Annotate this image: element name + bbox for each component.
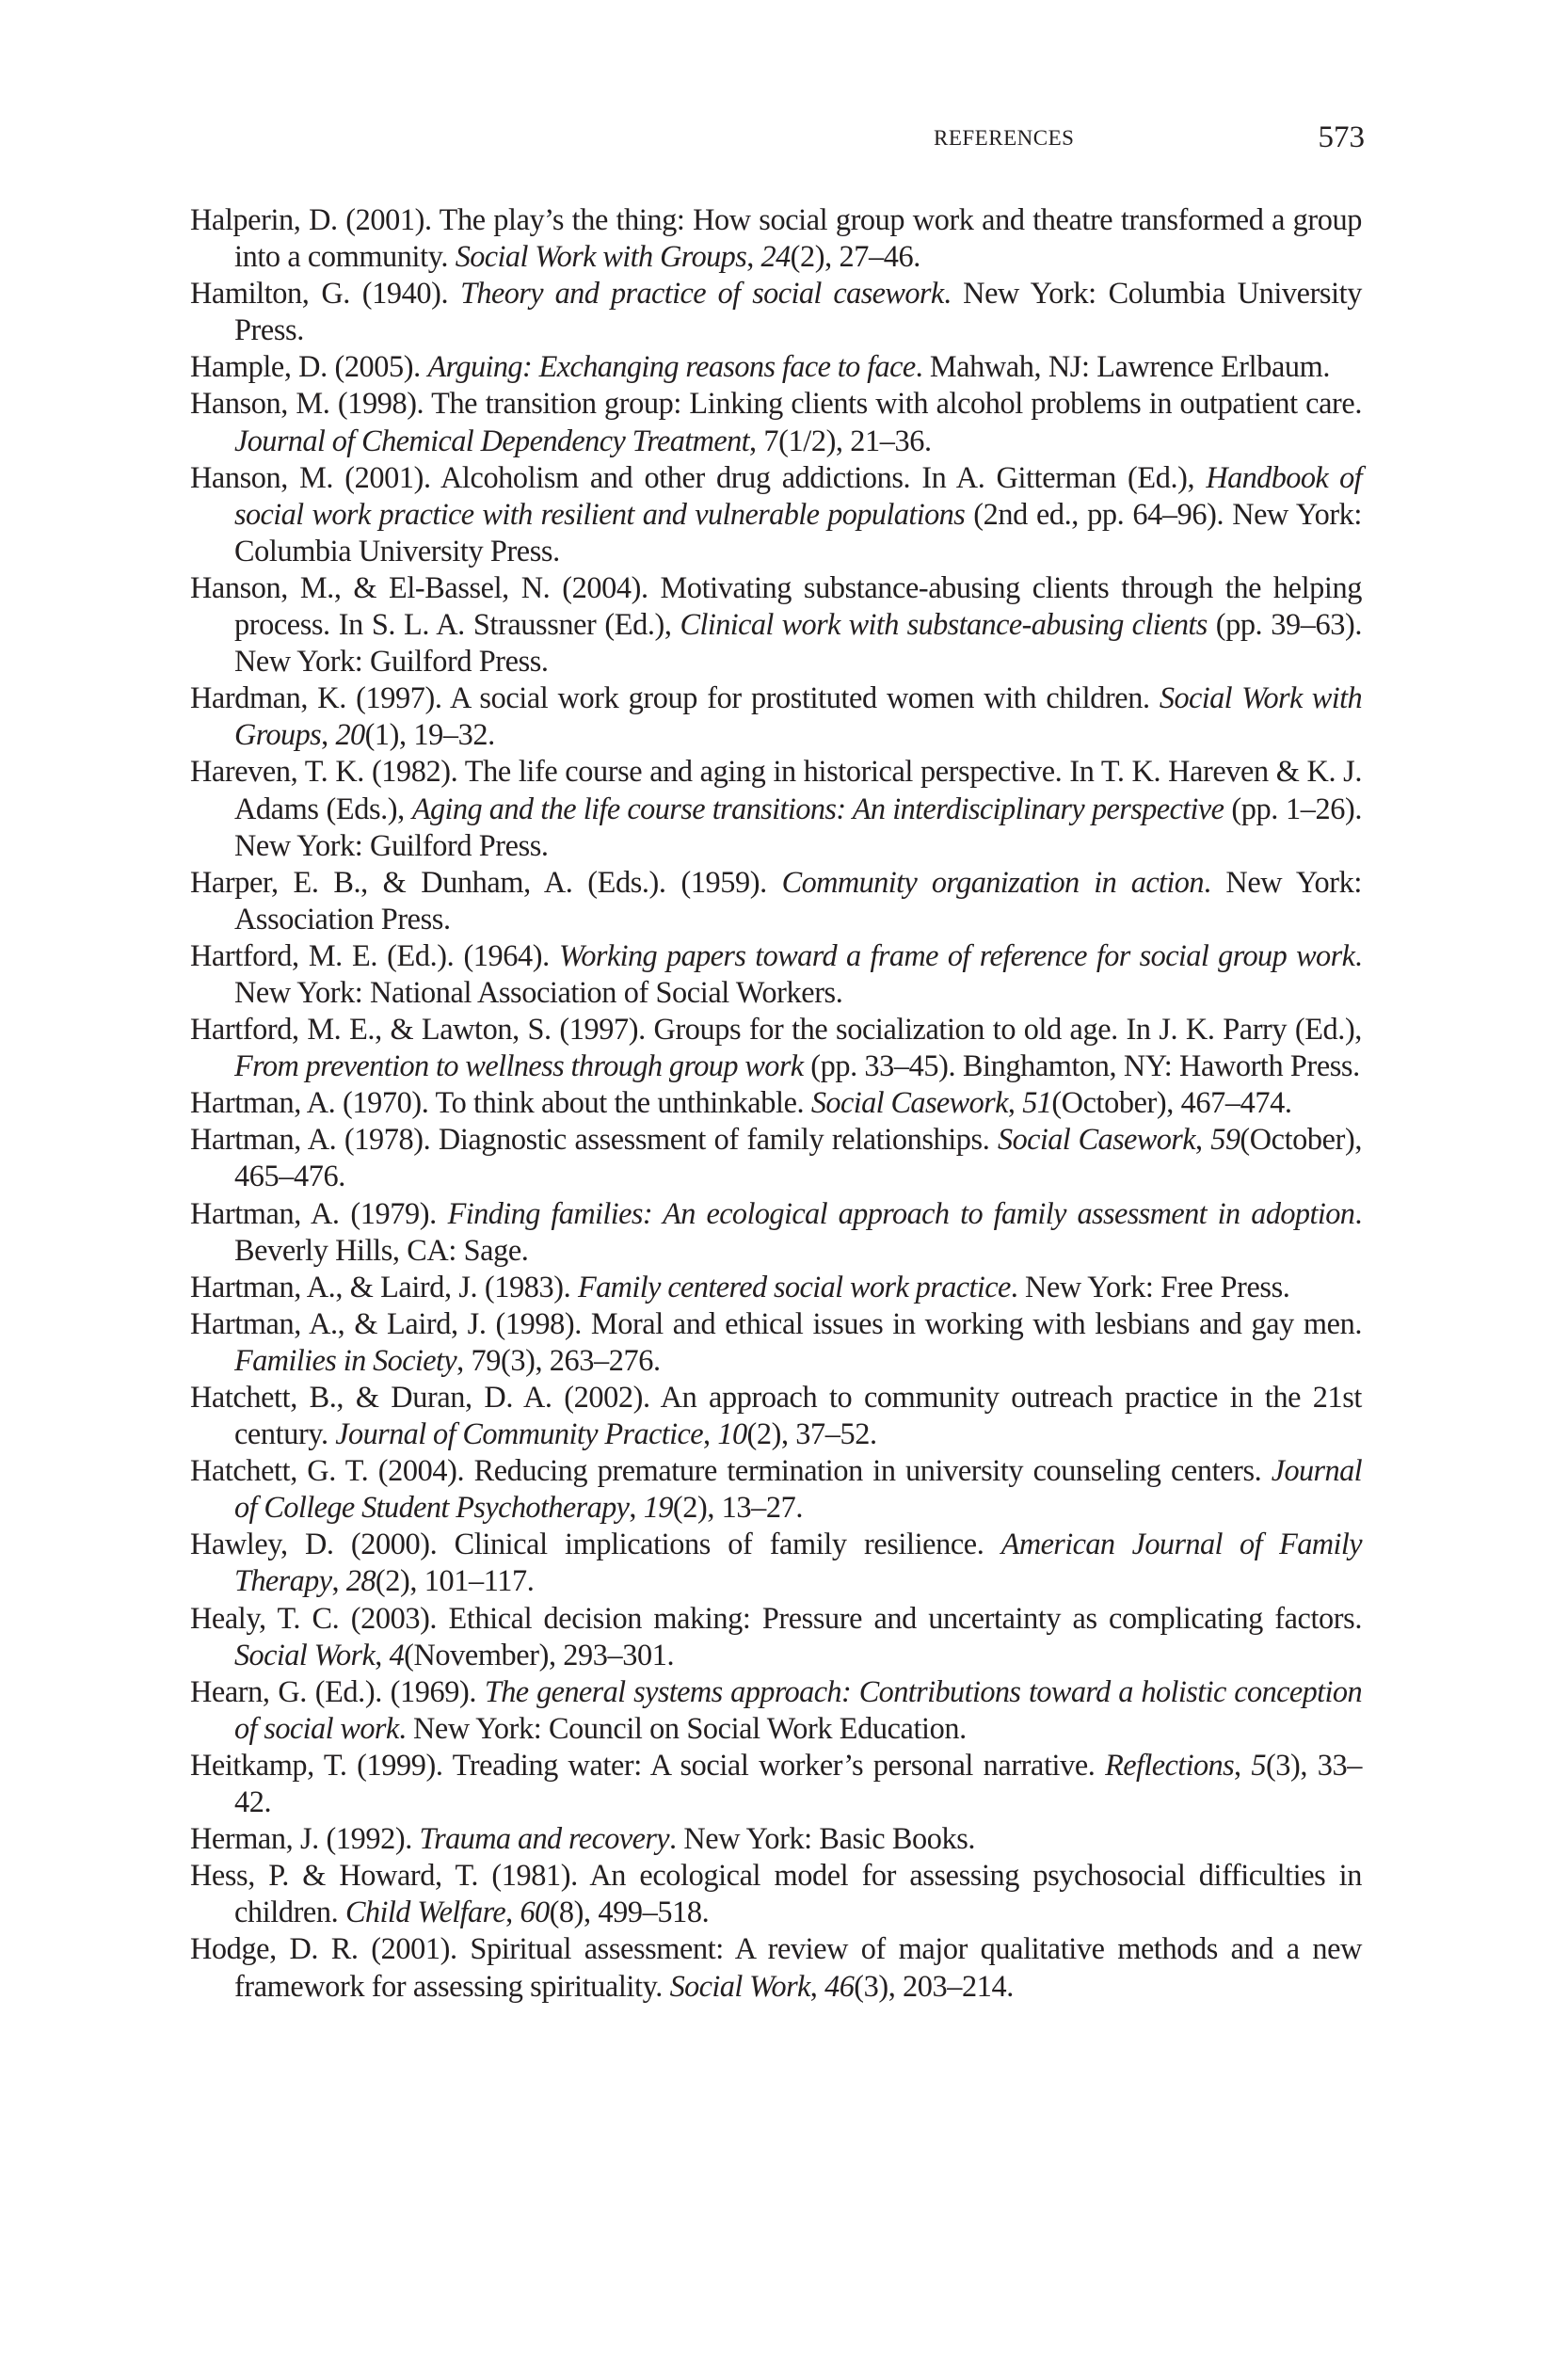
reference-text: Hatchett, G. T. (2004). Reducing premature termination in university counseling centers. — [190, 1453, 1272, 1488]
reference-text: , — [505, 1895, 520, 1929]
reference-entry — [190, 864, 1362, 937]
reference-entry — [190, 459, 1362, 569]
reference-text: , — [1194, 1122, 1211, 1157]
reference-text: (2), 37–52. — [746, 1416, 877, 1451]
reference-text: , — [1234, 1747, 1252, 1782]
reference-text: Hardman, K. (1997). A social work group for prostituted women with children. — [190, 680, 1160, 715]
reference-entry — [190, 569, 1362, 680]
reference-volume: 10 — [717, 1416, 747, 1451]
reference-entry — [190, 275, 1362, 348]
reference-text: (2), 27–46. — [790, 239, 920, 274]
reference-text: , — [703, 1416, 718, 1451]
reference-volume: 20 — [335, 717, 365, 752]
reference-title: Aging and the life course transitions: An interdisciplinary perspective — [411, 791, 1224, 825]
reference-entry — [190, 1195, 1362, 1269]
reference-entry — [190, 937, 1362, 1011]
reference-text: , — [629, 1490, 644, 1525]
reference-text: . New York: Free Press. — [1010, 1269, 1290, 1304]
reference-title: Families in Society — [234, 1342, 457, 1377]
reference-title: Social Casework — [810, 1085, 1008, 1120]
reference-text: . New York: Columbia University Press. — [234, 276, 1362, 347]
reference-title: Handbook of social work practice with resilient and vulnerable populations — [234, 459, 1362, 531]
reference-volume: 60 — [520, 1895, 550, 1929]
reference-text: , — [375, 1637, 390, 1672]
reference-entry — [190, 1084, 1362, 1121]
reference-entry — [190, 1600, 1362, 1673]
reference-title: Child Welfare — [344, 1895, 506, 1929]
reference-entry — [190, 680, 1362, 753]
reference-title: Community organization in action — [781, 864, 1204, 899]
reference-title: The general systems approach: Contributions toward a holistic conception of social work — [234, 1673, 1362, 1745]
reference-entry — [190, 201, 1362, 275]
reference-text: Hatchett, B., & Duran, D. A. (2002). An approach to community outreach practice in the 21st century. — [190, 1380, 1362, 1451]
reference-text: (October), 465–476. — [234, 1122, 1362, 1193]
reference-title: From prevention to wellness through group work — [234, 1048, 804, 1083]
reference-title: Social Work with Groups — [455, 239, 747, 274]
reference-entry — [190, 1930, 1362, 2004]
reference-text: , — [809, 1968, 825, 2003]
reference-title: Theory and practice of social casework — [460, 276, 944, 311]
reference-title: Social Work — [669, 1968, 810, 2003]
reference-text: (pp. 1–26). New York: Guilford Press. — [234, 791, 1362, 862]
reference-text: Harper, E. B., & Dunham, A. (Eds.). (1959). — [190, 864, 782, 899]
reference-text: , — [331, 1563, 346, 1598]
reference-entry — [190, 1526, 1362, 1599]
reference-entry — [190, 1747, 1362, 1820]
reference-text: Hanson, M. (2001). Alcoholism and other drug addictions. In A. Gitterman (Ed.), — [190, 459, 1207, 494]
reference-text: Hartman, A. (1970). To think about the unthinkable. — [190, 1085, 811, 1120]
reference-text: Hodge, D. R. (2001). Spiritual assessment: A review of major qualitative methods and a new framework for assessing spirituality. — [190, 1931, 1362, 2003]
reference-text: (1), 19–32. — [364, 717, 495, 752]
reference-text: , 7(1/2), 21–36. — [749, 423, 932, 457]
reference-entry — [190, 1011, 1362, 1084]
reference-text: . New York: Council on Social Work Education. — [398, 1710, 967, 1745]
reference-text: Hartford, M. E., & Lawton, S. (1997). Groups for the socialization to old age. In J. K. Parry (Ed.), — [190, 1012, 1362, 1047]
reference-text: , — [746, 239, 761, 274]
page-number: 573 — [1318, 120, 1365, 154]
reference-text: . New York: Association Press. — [234, 864, 1362, 936]
reference-text: Hanson, M. (1998). The transition group: Linking clients with alcohol problems in outpatient care. — [190, 386, 1362, 421]
reference-entry — [190, 348, 1362, 385]
reference-title: Social Casework — [998, 1122, 1195, 1157]
reference-title: Reflections — [1105, 1747, 1235, 1782]
running-head: REFERENCES — [934, 126, 1075, 150]
reference-text: Hess, P. & Howard, T. (1981). An ecological model for assessing psychosocial difficulties in children. — [190, 1858, 1362, 1929]
reference-text: Hartman, A. (1979). — [190, 1195, 448, 1230]
reference-text: (2), 101–117. — [375, 1563, 535, 1598]
reference-volume: 51 — [1022, 1085, 1052, 1120]
reference-entry — [190, 1379, 1362, 1452]
reference-text: (3), 203–214. — [854, 1968, 1014, 2003]
reference-text: Heitkamp, T. (1999). Treading water: A social worker’s personal narrative. — [190, 1747, 1106, 1782]
reference-title: Family centered social work practice — [577, 1269, 1011, 1304]
reference-text: Hartman, A. (1978). Diagnostic assessment of family relationships. — [190, 1122, 999, 1157]
reference-text: Hartman, A., & Laird, J. (1983). — [190, 1269, 578, 1304]
reference-volume: 5 — [1251, 1747, 1266, 1782]
reference-text: Hearn, G. (Ed.). (1969). — [190, 1673, 485, 1708]
reference-title: Working papers toward a frame of reference for social group work — [559, 937, 1355, 972]
reference-text: Hample, D. (2005). — [190, 349, 428, 384]
reference-text: Healy, T. C. (2003). Ethical decision making: Pressure and uncertainty as complicating factors. — [190, 1600, 1362, 1635]
reference-title: Social Work with Groups — [234, 680, 1362, 752]
reference-title: American Journal of Family Therapy — [234, 1527, 1362, 1598]
reference-volume: 24 — [760, 239, 791, 274]
reference-text: (2), 13–27. — [672, 1490, 804, 1525]
reference-text: Hawley, D. (2000). Clinical implications of family resilience. — [190, 1527, 1001, 1561]
reference-title: Finding families: An ecological approach to family assessment in adoption — [447, 1195, 1355, 1230]
reference-text: (November), 293–301. — [404, 1637, 675, 1672]
reference-title: Clinical work with substance-abusing clients — [680, 607, 1208, 642]
reference-text: Hanson, M., & El-Bassel, N. (2004). Motivating substance-abusing clients through the helping process. In S. L. A. Straussner (Ed.), — [190, 569, 1362, 642]
reference-text: (8), 499–518. — [549, 1895, 710, 1929]
reference-title: Social Work — [234, 1637, 376, 1672]
reference-entry — [190, 753, 1362, 863]
reference-text: . New York: Basic Books. — [669, 1821, 976, 1856]
reference-text: . New York: National Association of Social Workers. — [234, 937, 1362, 1009]
reference-volume: 59 — [1210, 1122, 1240, 1157]
reference-text: , — [1007, 1085, 1023, 1120]
reference-text: (pp. 39–63). New York: Guilford Press. — [234, 607, 1362, 679]
reference-text: , 79(3), 263–276. — [456, 1342, 661, 1377]
reference-entry — [190, 1820, 1362, 1857]
reference-text: Halperin, D. (2001). The play’s the thing: How social group work and theatre transformed a group into a community. — [190, 202, 1362, 274]
page-header — [188, 120, 1365, 168]
reference-title: Journal of Community Practice — [335, 1416, 704, 1451]
reference-volume: 4 — [389, 1637, 405, 1672]
reference-text: Hareven, T. K. (1982). The life course and aging in historical perspective. In T. K. Hareven & K. J. Adams (Eds.), — [190, 754, 1362, 825]
reference-text: Hartford, M. E. (Ed.). (1964). — [190, 937, 559, 972]
reference-title: Journal of Chemical Dependency Treatment — [234, 423, 750, 457]
reference-entry — [190, 1673, 1362, 1747]
reference-title: Arguing: Exchanging reasons face to face — [427, 349, 916, 384]
reference-text: . Mahwah, NJ: Lawrence Erlbaum. — [915, 349, 1331, 384]
reference-text: Herman, J. (1992). — [190, 1821, 420, 1856]
reference-entry — [190, 1452, 1362, 1526]
reference-list — [190, 201, 1362, 2005]
reference-text: Hamilton, G. (1940). — [190, 276, 461, 311]
reference-text: Hartman, A., & Laird, J. (1998). Moral and ethical issues in working with lesbians and gay men. — [190, 1305, 1362, 1340]
reference-text: (3), 33–42. — [234, 1747, 1362, 1819]
reference-text: (2nd ed., pp. 64–96). New York: Columbia University Press. — [234, 496, 1362, 568]
reference-entry — [190, 1305, 1362, 1379]
reference-text: (October), 467–474. — [1051, 1085, 1292, 1120]
reference-entry — [190, 1121, 1362, 1194]
reference-entry — [190, 385, 1362, 458]
reference-title: Journal of College Student Psychotherapy — [234, 1453, 1362, 1525]
reference-volume: 28 — [345, 1563, 376, 1598]
reference-text: , — [321, 717, 336, 752]
reference-text: . Beverly Hills, CA: Sage. — [234, 1195, 1362, 1267]
reference-volume: 46 — [824, 1968, 855, 2003]
reference-text: (pp. 33–45). Binghamton, NY: Haworth Press. — [803, 1048, 1360, 1083]
reference-entry — [190, 1857, 1362, 1930]
reference-title: Trauma and recovery — [419, 1821, 670, 1856]
reference-volume: 19 — [643, 1490, 673, 1525]
reference-entry — [190, 1269, 1362, 1305]
